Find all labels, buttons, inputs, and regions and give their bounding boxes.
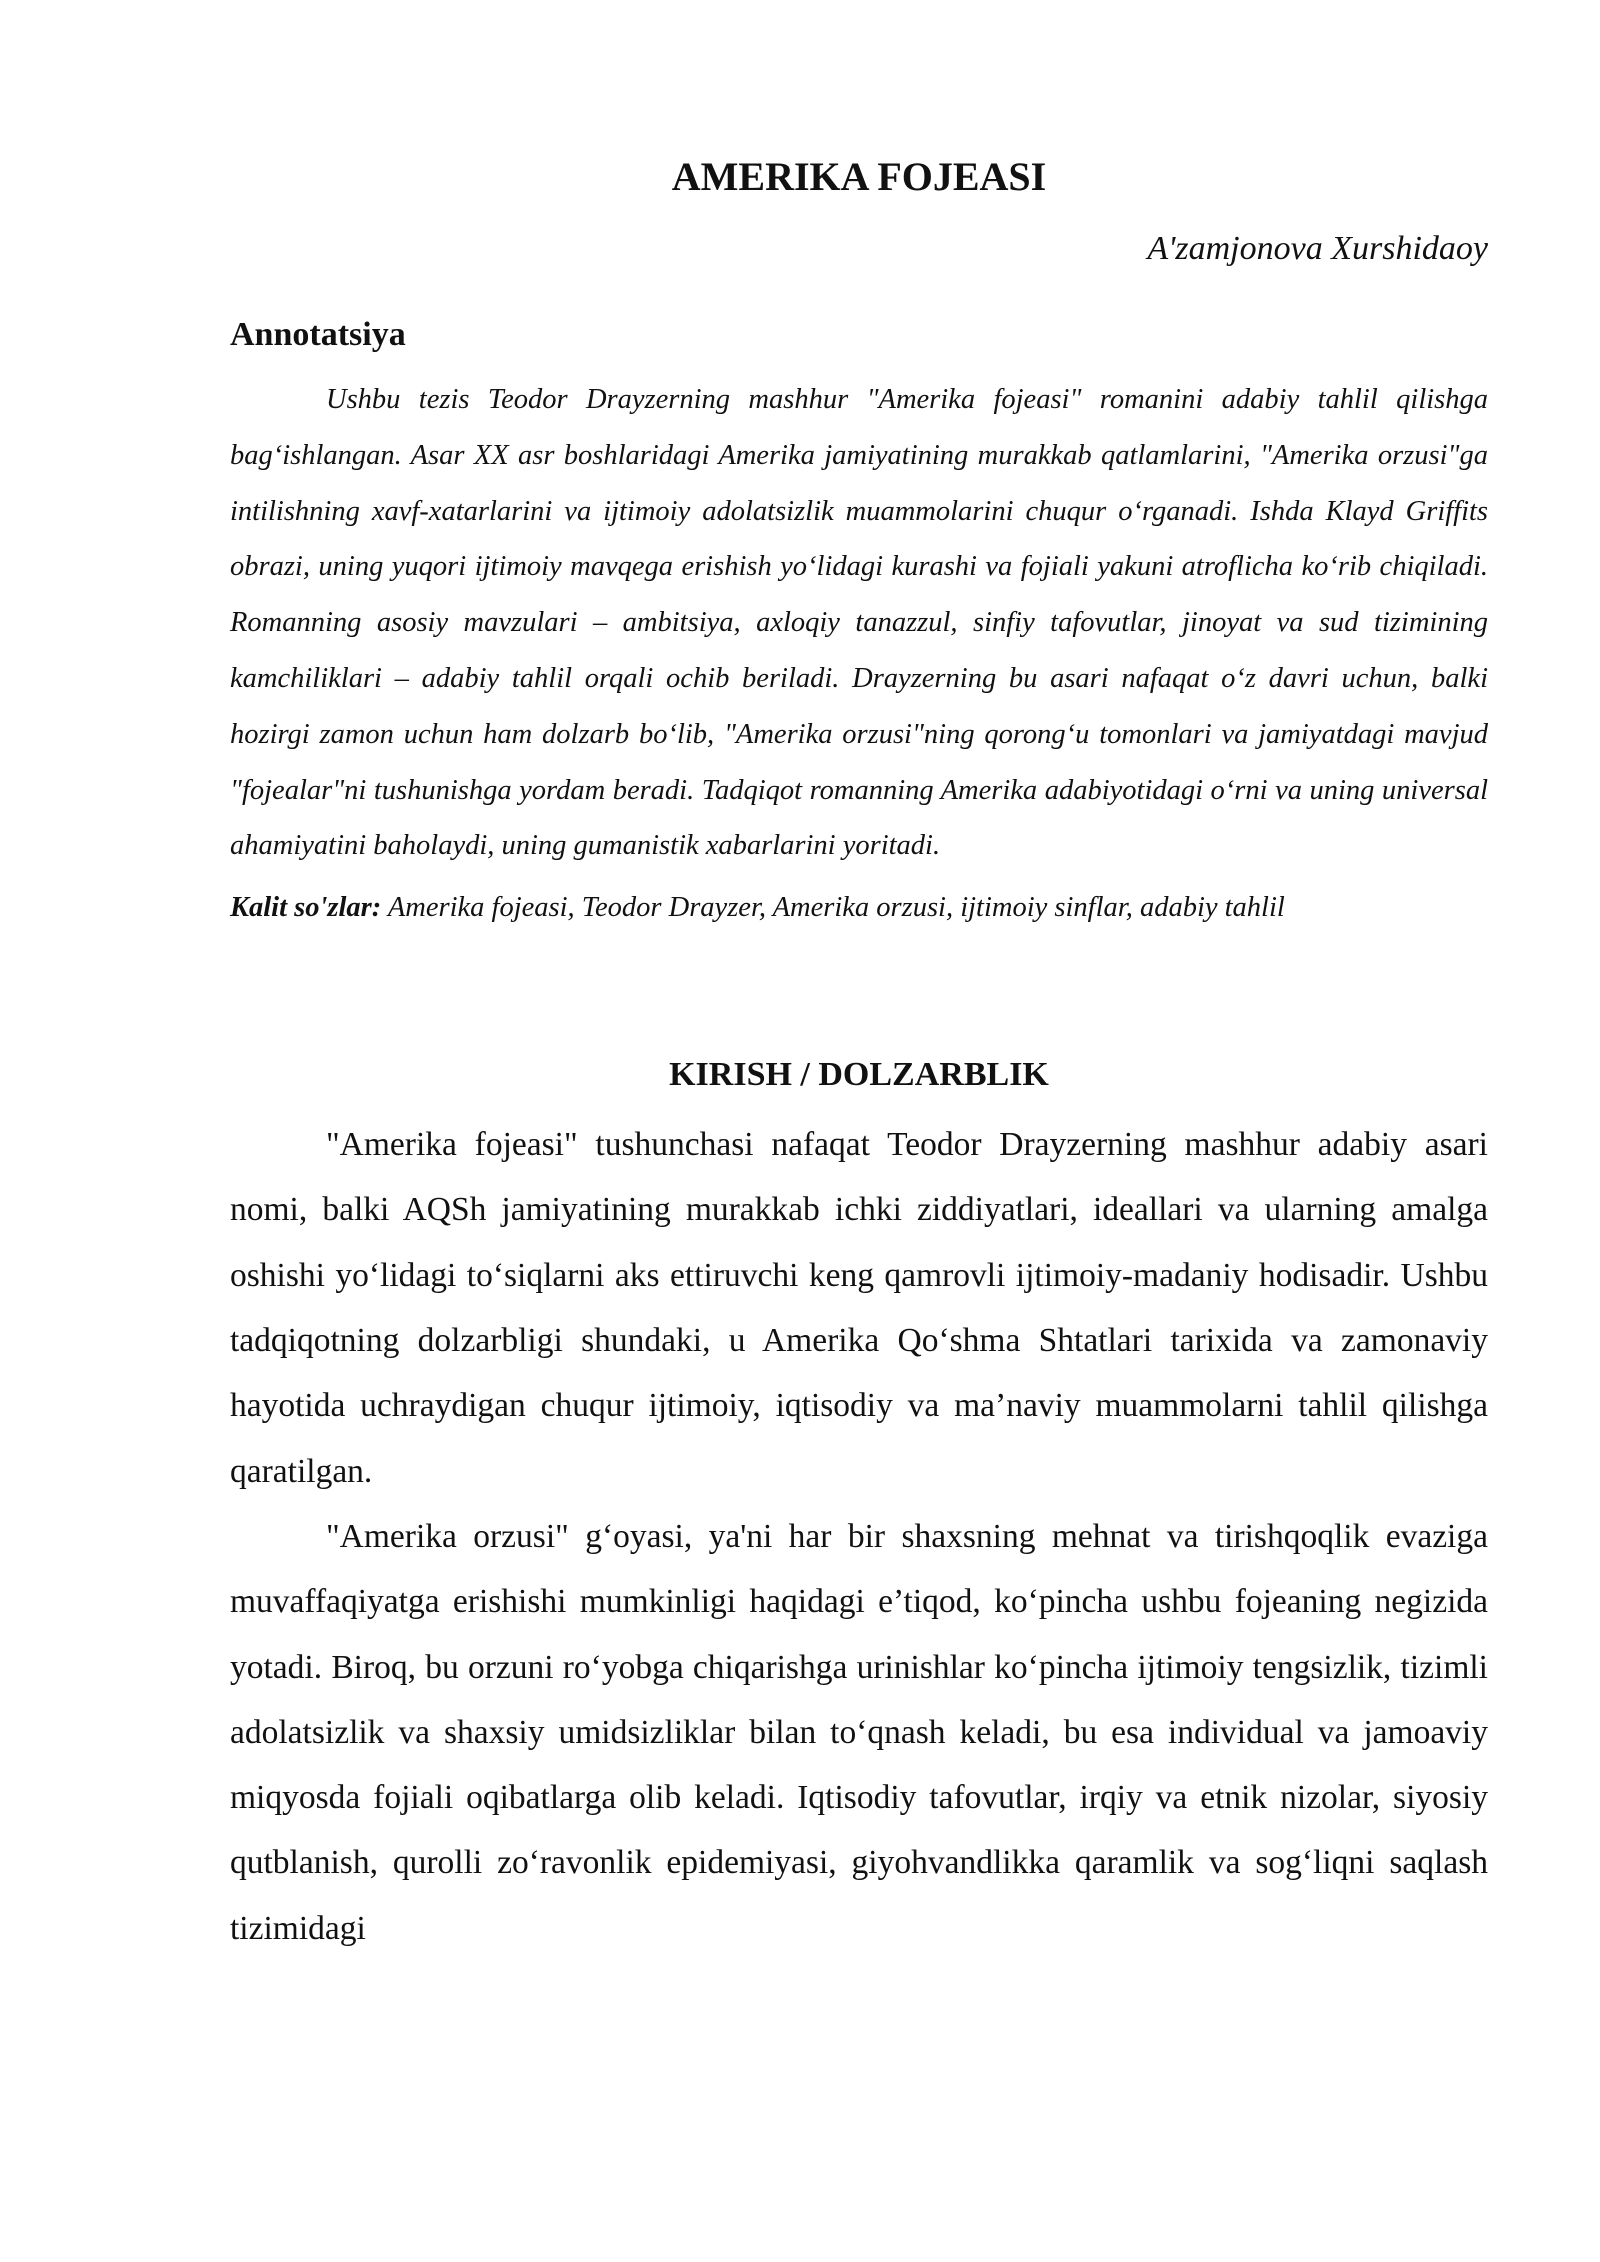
document-title: AMERIKA FOJEASI [671, 154, 1047, 199]
document-page [230, 150, 1488, 1961]
keywords-label: Kalit so'zlar: [230, 892, 382, 924]
annotation-text: Ushbu tezis Teodor Drayzerning mashhur "Amerika fojeasi" romanini adabiy tahlil qilishga bag‘ishlangan. Asar XX asr boshlaridagi Amerika jamiyatining murakkab qatlamlarini, "Amerika orzusi"ga intilishning xavf-xatarlarini va ijtimoiy adolatsizlik muammolarini chuqur o‘rganadi. Ishda Klayd Griffits obrazi, uning yuqori ijtimoiy mavqega erishish yo‘lidagi kurashi va fojiali yakuni atroflicha ko‘rib chiqiladi. Romanning asosiy mavzulari – ambitsiya, axloqiy tanazzul, sinfiy tafovutlar, jinoyat va sud tizimining kamchiliklari – adabiy tahlil orqali ochib beriladi. Drayzerning bu asari nafaqat o‘z davri uchun, balki hozirgi zamon uchun ham dolzarb bo‘lib, "Amerika orzusi"ning qorong‘u tomonlari va jamiyatdagi mavjud "fojealar"ni tushunishga yordam beradi. Tadqiqot romanning Amerika adabiyotidagi o‘rni va uning universal ahamiyatini baholaydi, uning gumanistik xabarlarini yoritadi. [230, 384, 1488, 862]
annotation-heading: Annotatsiya [230, 316, 406, 353]
author-name: A'zamjonova Xurshidaoy [1147, 230, 1488, 267]
keywords-values: Amerika fojeasi, Teodor Drayzer, Amerika orzusi, ijtimoiy sinflar, adabiy tahlil [381, 892, 1285, 924]
intro-paragraph-2: "Amerika orzusi" g‘oyasi, ya'ni har bir shaxsning mehnat va tirishqoqlik evaziga muvaffaqiyatga erishishi mumkinligi haqidagi e’tiqod, ko‘pincha ushbu fojeaning negizida yotadi. Biroq, bu orzuni ro‘yobga chiqarishga urinishlar ko‘pincha ijtimoiy tengsizlik, tizimli adolatsizlik va shaxsiy umidsizliklar bilan to‘qnash keladi, bu esa individual va jamoaviy miqyosda fojiali oqibatlarga olib keladi. Iqtisodiy tafovutlar, irqiy va etnik nizolar, siyosiy qutblanish, qurolli zo‘ravonlik epidemiyasi, giyohvandlikka qaramlik va sog‘liqni saqlash tizimidagi [230, 1517, 1488, 1947]
intro-paragraph-1: "Amerika fojeasi" tushunchasi nafaqat Teodor Drayzerning mashhur adabiy asari nomi, balki AQSh jamiyatining murakkab ichki ziddiyatlari, ideallari va ularning amalga oshishi yo‘lidagi to‘siqlarni aks ettiruvchi keng qamrovli ijtimoiy-madaniy hodisadir. Ushbu tadqiqotning dolzarbligi shundaki, u Amerika Qo‘shma Shtatlari tarixida va zamonaviy hayotida uchraydigan chuqur ijtimoiy, iqtisodiy va ma’naviy muammolarni tahlil qilishga qaratilgan. [230, 1126, 1488, 1490]
intro-heading: KIRISH / DOLZARBLIK [669, 1056, 1049, 1094]
keywords-line [230, 888, 1488, 928]
